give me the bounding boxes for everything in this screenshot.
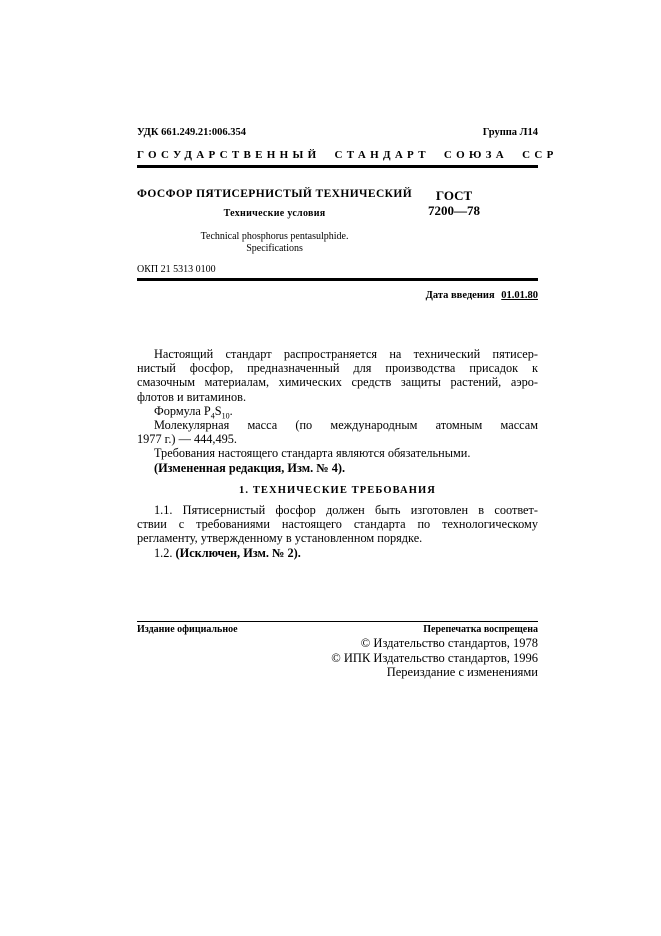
formula-label: Формула <box>154 403 204 418</box>
udc-code: УДК 661.249.21:006.354 <box>137 127 246 138</box>
page-footer <box>137 621 538 680</box>
clause-1-2-excluded-note: (Исключен, Изм. № 2). <box>175 545 301 560</box>
reprint-forbidden-label: Перепечатка воспрещена <box>423 624 538 635</box>
okp-code: ОКП 21 5313 0100 <box>137 264 216 275</box>
header-rule <box>137 165 538 168</box>
effective-date <box>137 290 538 301</box>
title-english-line2: Specifications <box>246 242 303 254</box>
reissue-note: Переиздание с изменениями <box>386 665 538 679</box>
okp-rule <box>137 278 538 281</box>
title-column <box>137 188 412 254</box>
copyright-block <box>137 636 538 680</box>
clause-1-2-number: 1.2. <box>154 545 176 560</box>
formula-subscript-4: 4 <box>210 411 215 421</box>
gost-label: ГОСТ <box>435 188 473 203</box>
scope-paragraph <box>137 347 538 404</box>
effective-date-value: 01.01.80 <box>501 290 538 301</box>
text-line: Настоящий стандарт распространяется на технический пятисер- <box>154 347 538 361</box>
section-1-heading: 1. ТЕХНИЧЕСКИЕ ТРЕБОВАНИЯ <box>239 484 436 496</box>
state-standard-banner: ГОСУДАРСТВЕННЫЙ СТАНДАРТ СОЮЗА ССР <box>137 149 558 161</box>
group-code: Группа Л14 <box>482 127 538 138</box>
gost-number: 7200—78 <box>428 203 481 218</box>
clause-1-1 <box>137 503 538 546</box>
amendment-note: (Измененная редакция, Изм. № 4). <box>154 460 346 475</box>
copyright-line-1978: © Издательство стандартов, 1978 <box>360 636 538 650</box>
document-title: ФОСФОР ПЯТИСЕРНИСТЫЙ ТЕХНИЧЕСКИЙ <box>137 188 413 200</box>
text-line: 1977 г.) — 444,495. <box>137 432 237 447</box>
page-content <box>137 127 558 560</box>
footer-notice-row <box>137 624 538 635</box>
text-line: флотов и витаминов. <box>137 389 247 404</box>
document-subtitle: Технические условия <box>223 208 326 219</box>
text-line: смазочным материалам, химических средств защиты растений, аэро- <box>137 375 538 390</box>
copyright-line-1996: © ИПК Издательство стандартов, 1996 <box>331 650 538 665</box>
text-line: регламенту, утвержденному в установленном порядке. <box>137 531 423 546</box>
classification-row <box>137 127 538 138</box>
gost-designation <box>412 188 538 254</box>
formula-element-s: S <box>214 403 222 418</box>
effective-date-label: Дата введения <box>425 290 495 301</box>
footer-rule <box>137 621 538 622</box>
clause-1-2 <box>137 546 538 560</box>
official-edition-label: Издание официальное <box>137 624 238 635</box>
requirements-line: Требования настоящего стандарта являются обязательными. <box>154 446 471 461</box>
formula-period: . <box>229 403 233 418</box>
title-english-line1: Technical phosphorus pentasulphide. <box>200 231 349 242</box>
molecular-mass-paragraph <box>137 418 538 446</box>
body-text <box>137 347 538 560</box>
text-line: 1.1. Пятисернистый фосфор должен быть изготовлен в соответ- <box>154 503 538 518</box>
formula-element-p: P <box>203 403 211 418</box>
document-title-english <box>137 231 412 254</box>
text-line: Молекулярная масса (по международным атомным массам <box>154 418 538 433</box>
formula-subscript-10: 10 <box>221 411 230 421</box>
text-line: ствии с требованиями настоящего стандарта по технологическому <box>137 517 538 532</box>
title-block <box>137 188 538 254</box>
text-line: нистый фосфор, предназначенный для производства присадок к <box>137 361 538 376</box>
formula-line <box>137 403 538 421</box>
